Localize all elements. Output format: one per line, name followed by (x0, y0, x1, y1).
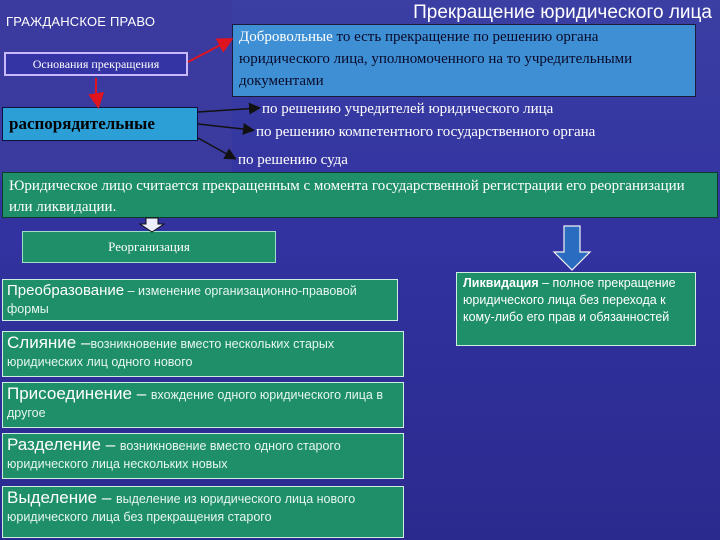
page-title: Прекращение юридического лица (413, 2, 712, 23)
form-term: Выделение (7, 488, 98, 507)
arrow-to-reorganization (140, 218, 164, 232)
form-definition: изменение организационно-правовой формы (7, 284, 357, 316)
arrow-to-court (198, 138, 234, 158)
termination-notice: Юридическое лицо считается прекращенным с момента государственной регистрации его реорганизации или ликвидации. (2, 172, 718, 218)
mandatory-item-state-body: по решению компетентного государственного органа (256, 124, 596, 140)
voluntary-text: то есть прекращение по решению органа юридического лица, уполномоченного на то учредительными документами (239, 29, 633, 89)
grounds-button[interactable]: Основания прекращения (4, 52, 188, 76)
reorg-form-division: Разделение – возникновение вместо одного старого юридического лица нескольких новых (2, 433, 404, 479)
form-definition: выделение из юридического лица нового юридического лица без прекращения старого (7, 492, 356, 524)
reorg-form-merger: Слияние –возникновение вместо нескольких старых юридических лиц одного нового (2, 331, 404, 377)
reorganization-box: Реорганизация (22, 231, 276, 263)
mandatory-item-court: по решению суда (238, 152, 348, 168)
mandatory-item-founders: по решению учредителей юридического лица (262, 101, 554, 117)
reorg-form-spin-off: Выделение – выделение из юридического лица нового юридического лица без прекращения старого (2, 486, 404, 538)
reorg-form-transformation: Преобразование – изменение организационно-правовой формы (2, 279, 398, 321)
reorg-form-accession: Присоединение – вхождение одного юридического лица в другое (2, 382, 404, 428)
form-definition: возникновение вместо одного старого юридического лица нескольких новых (7, 439, 341, 471)
arrow-to-liquidation (554, 226, 590, 270)
form-term: Разделение (7, 435, 101, 454)
mandatory-grounds-box: распорядительные (2, 107, 198, 141)
voluntary-lead: Добровольные (239, 29, 333, 45)
liquidation-box: Ликвидация – полное прекращение юридического лица без перехода к кому-либо его прав и обязанностей (456, 272, 696, 346)
form-term: Слияние (7, 333, 77, 352)
form-term: Присоединение (7, 384, 132, 403)
arrow-to-founders (198, 108, 258, 112)
form-definition: вхождение одного юридического лица в другое (7, 388, 383, 420)
arrow-grounds-to-voluntary (188, 40, 230, 62)
form-term: Преобразование (7, 282, 125, 299)
liquidation-definition: полное прекращение юридического лица без перехода к кому-либо его прав и обязанностей (463, 276, 676, 324)
course-label: ГРАЖДАНСКОЕ ПРАВО (6, 14, 156, 29)
arrow-to-state-body (198, 124, 252, 130)
form-definition: возникновение вместо нескольких старых юридических лиц одного нового (7, 337, 335, 369)
arrow-grounds-to-mandatory (96, 78, 98, 105)
liquidation-term: Ликвидация (463, 276, 539, 290)
